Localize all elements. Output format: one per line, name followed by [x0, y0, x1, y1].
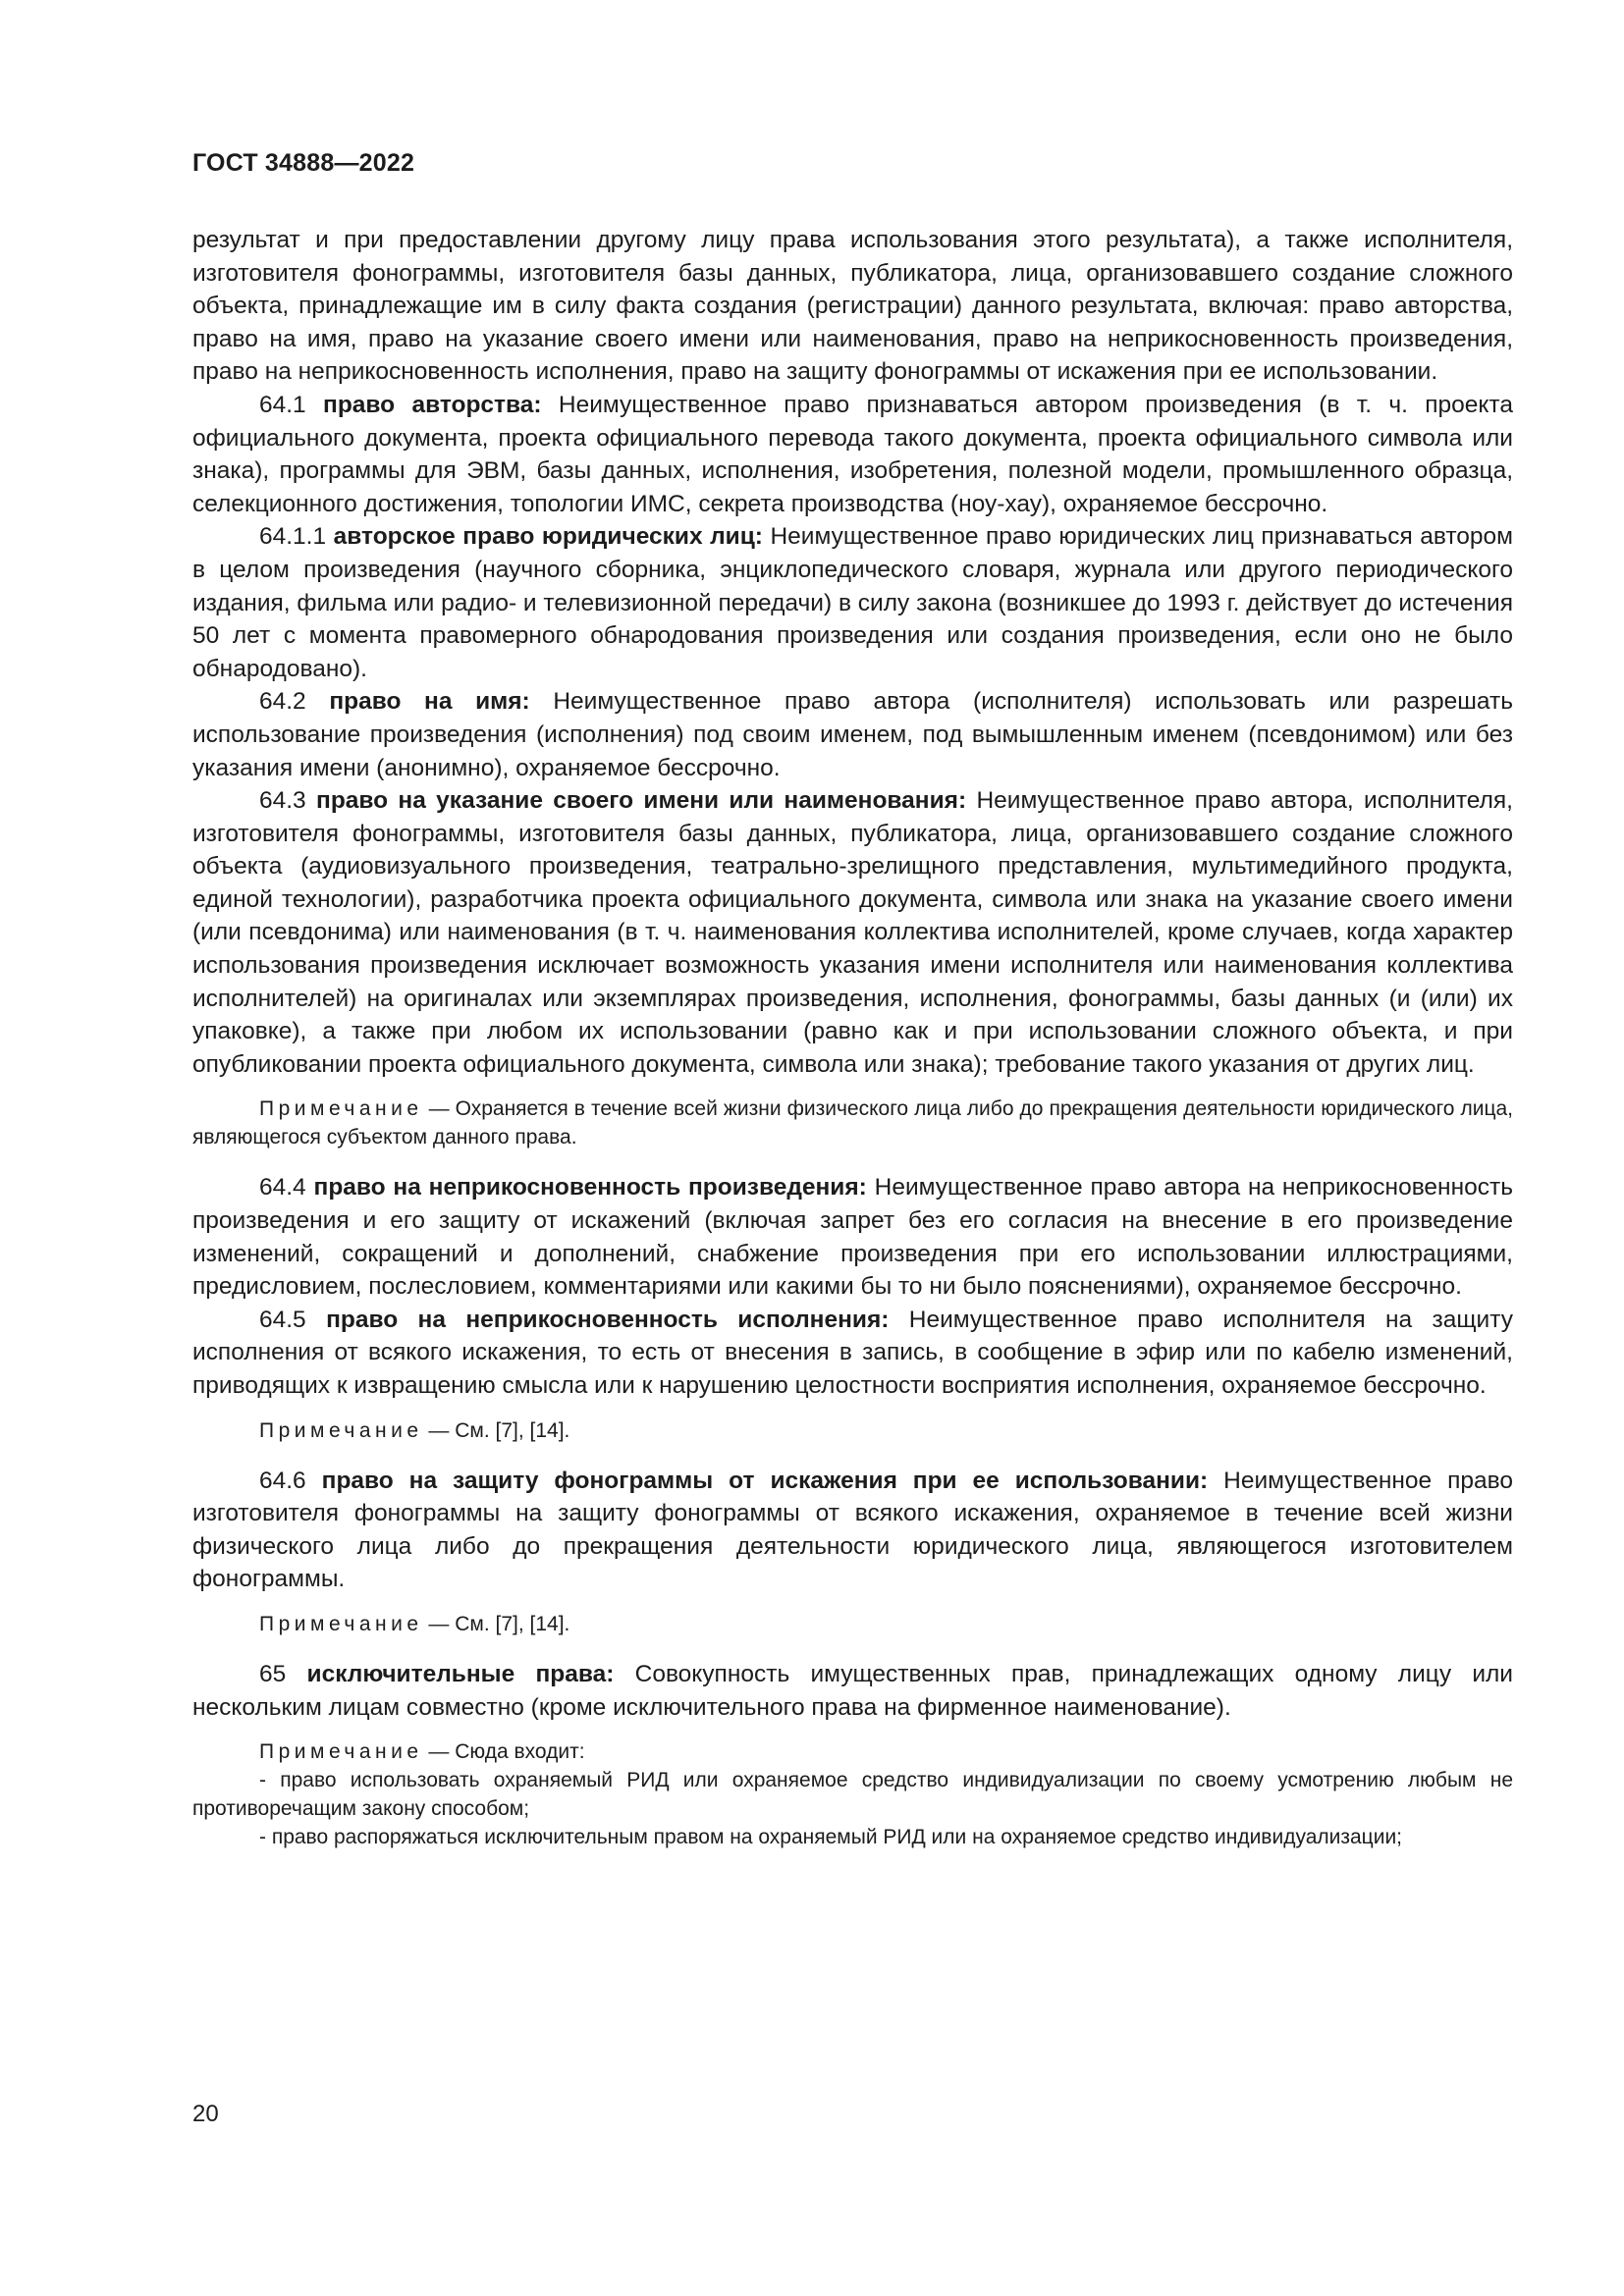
entry-term: право на неприкосновенность исполнения:	[326, 1306, 890, 1333]
entry-term: право авторства:	[323, 391, 542, 418]
entry-number: 64.6	[259, 1467, 306, 1494]
note-text: — См. [7], [14].	[428, 1612, 570, 1635]
entry-number: 64.2	[259, 688, 306, 716]
note-64-3	[192, 1095, 1513, 1151]
entry-number: 64.5	[259, 1306, 306, 1333]
entry-number: 64.3	[259, 787, 306, 815]
entry-64-2	[192, 685, 1513, 784]
entry-term: право на неприкосновенность произведения:	[313, 1174, 867, 1201]
entry-definition: Неимущественное право юридических лиц признаваться автором в целом произведения (научного сборника, энциклопедического словаря, журнала или другого периодического издания, фильма или радио- и телевизионной передачи) в силу закона (возникшее до 1993 г. действует до истечения 50 лет с момента правомерного обнародования произведения или создания произведения, если оно не было обнародовано).	[192, 523, 1514, 682]
entry-64-5	[192, 1304, 1513, 1403]
entry-number: 64.4	[259, 1174, 306, 1201]
page-content	[192, 224, 1513, 1851]
entry-64-1-1	[192, 520, 1513, 685]
note-label: Примечание	[259, 1740, 423, 1764]
note-intro	[192, 1737, 1513, 1766]
note-65	[192, 1737, 1513, 1851]
entry-64-4	[192, 1171, 1513, 1303]
note-64-6	[192, 1610, 1513, 1638]
entry-number: 65	[259, 1660, 287, 1687]
entry-term: авторское право юридических лиц:	[333, 523, 763, 551]
entry-definition: Неимущественное право автора на неприкосновенность произведения и его защиту от искажений (включая запрет без его согласия на внесение в его произведение изменений, сокращений и дополнений, снабжение произведения при его использовании иллюстрациями, предисловием, послесловием, комментариями или какими бы то ни было пояснениями), охраняемое бессрочно.	[192, 1174, 1513, 1301]
entry-definition: Неимущественное право исполнителя на защиту исполнения от всякого искажения, то есть от внесения в запись, в сообщение в эфир или по кабелю изменений, приводящих к извращению смысла или к нарушению целостности восприятия исполнения, охраняемое бессрочно.	[192, 1306, 1513, 1399]
note-list-item: - право распоряжаться исключительным правом на охраняемый РИД или на охраняемое средство индивидуализации;	[259, 1826, 1403, 1849]
note-label: Примечание	[259, 1612, 423, 1635]
note-text: — Сюда входит:	[428, 1740, 585, 1764]
entry-64-6	[192, 1465, 1513, 1596]
note-label: Примечание	[259, 1097, 423, 1121]
entry-term: право на указание своего имени или наименования:	[316, 787, 967, 815]
intro-paragraph: результат и при предоставлении другому лицу права использования этого результата), а также исполнителя, изготовителя фонограммы, изготовителя базы данных, публикатора, лица, организовавшего создание сложного объекта, принадлежащие им в силу факта создания (регистрации) данного результата, включая: право авторства, право на имя, право на указание своего имени или наименования, право на неприкосновенность произведения, право на неприкосновенность исполнения, право на защиту фонограммы от искажения при ее использовании.	[192, 227, 1513, 386]
entry-term: исключительные права:	[306, 1660, 615, 1687]
entry-definition: Неимущественное право автора (исполнителя) использовать или разрешать использование произведения (исполнения) под своим именем, под вымышленным именем (псевдонимом) или без указания имени (анонимно), охраняемое бессрочно.	[192, 688, 1513, 781]
note-text: — См. [7], [14].	[428, 1418, 570, 1442]
entry-65	[192, 1658, 1513, 1724]
note-64-5	[192, 1416, 1513, 1445]
page-number: 20	[192, 2101, 219, 2127]
entry-definition: Неимущественное право автора, исполнителя, изготовителя фонограммы, изготовителя базы данных, публикатора, лица, организовавшего создание сложного объекта (аудиовизуального произведения, театрально-зрелищного представления, мультимедийного продукта, единой технологии), разработчика проекта официального документа, символа или знака на указание своего имени (или псевдонима) или наименования (в т. ч. наименования коллектива исполнителей, кроме случаев, когда характер использования произведения исключает возможность указания имени исполнителя или наименования коллектива исполнителей) на оригиналах или экземплярах произведения, исполнения, фонограммы, базы данных (и (или) их упаковке), а также при любом их использовании (равно как и при использовании сложного объекта, и при опубликовании проекта официального документа, символа или знака); требование такого указания от других лиц.	[192, 787, 1513, 1078]
note-label: Примечание	[259, 1418, 423, 1442]
entry-64-1	[192, 389, 1513, 520]
entry-64-3	[192, 784, 1513, 1081]
standard-header: ГОСТ 34888—2022	[192, 149, 415, 177]
note-text: — Охраняется в течение всей жизни физического лица либо до прекращения деятельности юридического лица, являющегося субъектом данного права.	[192, 1097, 1513, 1149]
note-list-item: - право использовать охраняемый РИД или охраняемое средство индивидуализации по своему усмотрению любым не противоречащим закону способом;	[192, 1769, 1513, 1821]
entry-definition: Неимущественное право изготовителя фонограммы на защиту фонограммы от всякого искажения, охраняемое в течение всей жизни физического лица либо до прекращения деятельности юридического лица, являющегося изготовителем фонограммы.	[192, 1467, 1514, 1593]
entry-term: право на имя:	[329, 688, 530, 716]
entry-definition: Совокупность имущественных прав, принадлежащих одному лицу или нескольким лицам совместно (кроме исключительного права на фирменное наименование).	[192, 1660, 1513, 1721]
entry-definition: Неимущественное право признаваться автором произведения (в т. ч. проекта официального документа, проекта официального перевода такого документа, проекта официального символа или знака), программы для ЭВМ, базы данных, исполнения, изобретения, полезной модели, промышленного образца, селекционного достижения, топологии ИМС, секрета производства (ноу-хау), охраняемое бессрочно.	[192, 391, 1514, 517]
entry-term: право на защиту фонограммы от искажения при ее использовании:	[321, 1467, 1209, 1494]
entry-number: 64.1	[259, 391, 306, 418]
entry-number: 64.1.1	[259, 523, 327, 551]
